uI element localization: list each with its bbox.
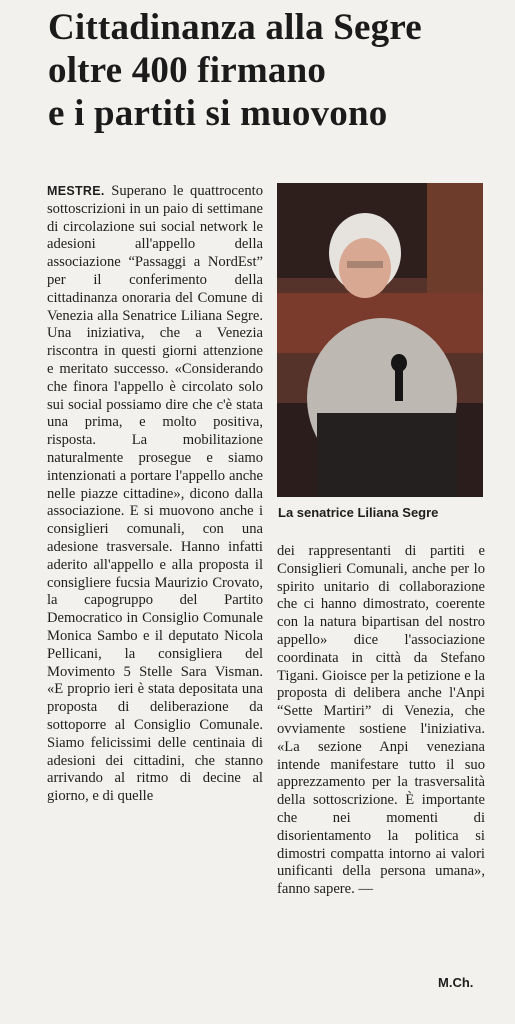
article-paragraph: [47, 183, 263, 806]
article-body-left: Superano le quattrocento sottoscrizioni in un paio di settimane di circolazione sui social network le adesioni all'appello della associazione “Passaggi a NordEst” per il conferimento della cittadinanza onoraria del Comune di Venezia alla Senatrice Liliana Segre. Una iniziativa, che a Venezia riscontra in questi giorni attenzione e meritato successo. «Considerando che finora l'appello è circolato solo sui social possiamo dire che c'è stata una prima, e molto positiva, risposta. La mobilitazione naturalmente prosegue e siamo intenzionati a portare l'appello anche nelle piazze cittadine», dicono dalla associazione. E si muovono anche i consiglieri comunali, con una adesione trasversale. Hanno infatti aderito all'appello e alla proposta il consigliere fucsia Maurizio Crovato, la capogruppo del Partito Democratico in Consiglio Comunale Monica Sambo e il deputato Nicola Pellicani, la consigliera del Movimento 5 Stelle Sara Visman. «E proprio ieri è stata depositata una proposta di deliberazione da sottoporre al Consiglio Comunale. Siamo felicissimi delle centinaia di adesioni dei cittadini, che stanno arrivando al ritmo di decine al giorno, e di quelle: [47, 183, 263, 805]
author-signature: M.Ch.: [438, 975, 474, 990]
headline-line-3: e i partiti si muovono: [48, 93, 388, 134]
article-column-left: [47, 183, 263, 806]
portrait-illustration: [277, 183, 483, 497]
dateline: MESTRE.: [47, 184, 105, 198]
article-column-right: [277, 543, 485, 899]
article-photo: [277, 183, 483, 497]
headline: [48, 6, 508, 135]
headline-line-2: oltre 400 firmano: [48, 50, 327, 91]
article-body-right: dei rappresentanti di partiti e Consiglieri Comunali, anche per lo spirito unitario di collaborazione che ci hanno dimostrato, coerente con la natura bipartisan del nostro appello» dice l'associazione coordinata in città da Stefano Tigani. Gioisce per la petizione e la proposta di delibera anche l'Anpi “Sette Martiri” di Venezia, che ovviamente sostiene l'iniziativa. «La sezione Anpi veneziana intende manifestare tutto il suo apprezzamento per la trasversalità della sottoscrizione. È importante che nei momenti di disorientamento la politica si dimostri compatta intorno ai valori unificanti della persona umana», fanno sapere. —: [277, 543, 485, 898]
headline-line-1: Cittadinanza alla Segre: [48, 7, 422, 48]
photo-caption: La senatrice Liliana Segre: [278, 505, 439, 520]
